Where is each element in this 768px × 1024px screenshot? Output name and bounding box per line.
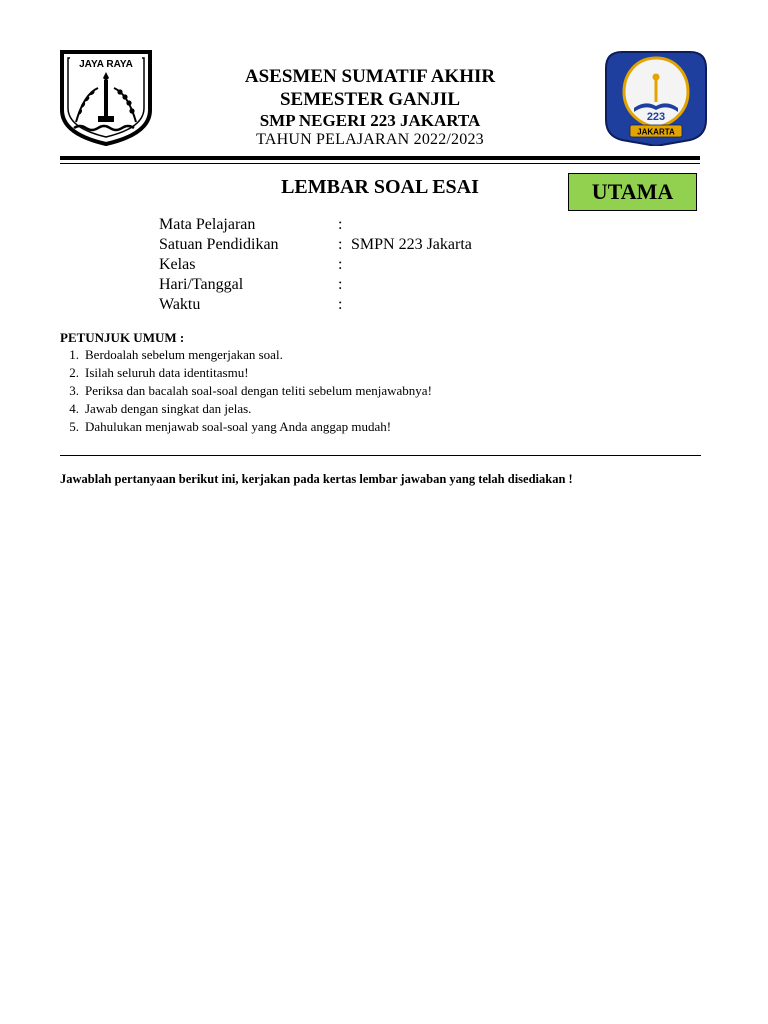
version-badge: UTAMA <box>568 173 697 211</box>
school-logo <box>604 50 708 146</box>
header-divider-thick <box>60 156 700 160</box>
info-colon: : <box>338 256 343 273</box>
info-label: Waktu <box>159 296 201 313</box>
info-colon: : <box>338 276 343 293</box>
academic-year: TAHUN PELAJARAN 2022/2023 <box>256 131 484 148</box>
school-name: SMP NEGERI 223 JAKARTA <box>259 111 481 130</box>
list-item-text: Isilah seluruh data identitasmu! <box>85 365 249 380</box>
info-colon: : <box>338 296 343 313</box>
sheet-title: LEMBAR SOAL ESAI <box>281 176 479 198</box>
assessment-title: ASESMEN SUMATIF AKHIR <box>244 66 496 87</box>
list-item-text: Dahulukan menjawab soal-soal yang Anda anggap mudah! <box>85 419 392 434</box>
info-label: Satuan Pendidikan <box>159 236 279 253</box>
list-item-number: 4. <box>69 401 79 416</box>
list-item-number: 1. <box>69 347 79 362</box>
info-value: SMPN 223 Jakarta <box>351 236 472 253</box>
info-colon: : <box>338 236 343 253</box>
section-divider <box>60 455 701 456</box>
list-item-text: Berdoalah sebelum mengerjakan soal. <box>85 347 283 362</box>
header-divider-thin <box>60 163 700 164</box>
school-logo-city: JAKARTA <box>637 127 675 137</box>
info-label: Mata Pelajaran <box>159 216 256 233</box>
emblem-motto: JAYA RAYA <box>79 59 133 70</box>
info-label: Kelas <box>159 256 196 273</box>
instructions-title: PETUNJUK UMUM : <box>60 330 185 345</box>
answer-instruction: Jawablah pertanyaan berikut ini, kerjakan pada kertas lembar jawaban yang telah disediakan ! <box>60 472 573 486</box>
list-item-number: 5. <box>69 419 79 434</box>
info-label: Hari/Tanggal <box>159 276 244 293</box>
list-item-text: Periksa dan bacalah soal-soal dengan teliti sebelum menjawabnya! <box>85 383 432 398</box>
info-colon: : <box>338 216 343 233</box>
list-item-number: 2. <box>69 365 79 380</box>
school-logo-number: 223 <box>646 111 666 123</box>
semester-title: SEMESTER GANJIL <box>279 89 461 110</box>
list-item-number: 3. <box>69 383 79 398</box>
list-item-text: Jawab dengan singkat dan jelas. <box>85 401 252 416</box>
jakarta-emblem-logo <box>58 50 154 146</box>
